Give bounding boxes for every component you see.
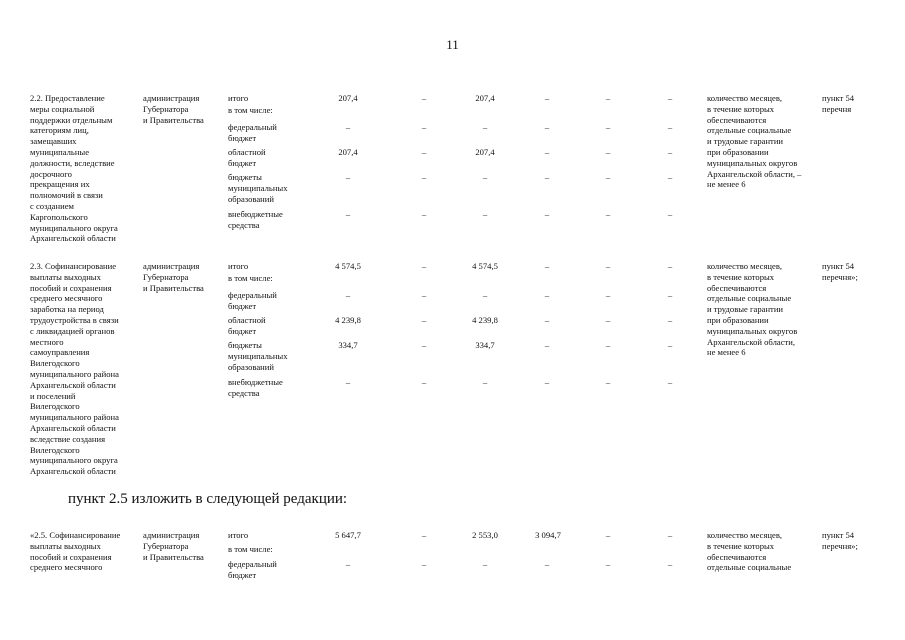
value-cell: – [421, 290, 427, 300]
value-cell: – [667, 377, 673, 387]
value-cell: – [605, 261, 611, 271]
value-cell: – [345, 122, 351, 132]
value-cell: – [667, 147, 673, 157]
row-executor: администрация Губернатора и Правительства [143, 93, 204, 125]
value-cell: – [605, 530, 611, 540]
value-cell: 5 647,7 [335, 530, 361, 540]
value-cell: – [667, 530, 673, 540]
source-label: в том числе: [228, 273, 273, 283]
value-cell: 3 094,7 [535, 530, 561, 540]
instruction-text: пункт 2.5 изложить в следующей редакции: [68, 491, 348, 507]
value-cell: 207,4 [475, 93, 495, 103]
value-cell: – [544, 290, 550, 300]
row-indicator: количество месяцев, в течение которых обеспечиваются отдельные социальные и трудовые гарантии при образовании муниципальных округов Архангельской области, – не менее 6 [707, 93, 802, 190]
value-cell: 4 239,8 [472, 315, 498, 325]
source-label: областной бюджет [228, 315, 266, 336]
value-cell: – [605, 377, 611, 387]
row-reference: пункт 54 перечня»; [822, 530, 858, 551]
value-cell: – [421, 172, 427, 182]
value-cell: 4 574,5 [472, 261, 498, 271]
value-cell: – [667, 290, 673, 300]
value-cell: – [421, 315, 427, 325]
source-label: в том числе: [228, 105, 273, 115]
source-label: бюджеты муниципальных образований [228, 340, 288, 372]
source-label: федеральный бюджет [228, 559, 277, 580]
value-cell: – [605, 559, 611, 569]
value-cell: – [482, 290, 488, 300]
value-cell: – [605, 315, 611, 325]
value-cell: – [421, 530, 427, 540]
value-cell: 334,7 [338, 340, 358, 350]
value-cell: – [421, 147, 427, 157]
value-cell: – [345, 559, 351, 569]
value-cell: – [345, 377, 351, 387]
value-cell: – [421, 209, 427, 219]
row-executor: администрация Губернатора и Правительства [143, 530, 204, 562]
value-cell: – [667, 559, 673, 569]
value-cell: – [421, 261, 427, 271]
value-cell: – [605, 290, 611, 300]
source-label: внебюджетные средства [228, 377, 283, 398]
value-cell: 334,7 [475, 340, 495, 350]
value-cell: – [667, 315, 673, 325]
source-label: внебюджетные средства [228, 209, 283, 230]
value-cell: – [482, 122, 488, 132]
value-cell: – [544, 559, 550, 569]
source-label: федеральный бюджет [228, 122, 277, 143]
source-label: итого [228, 93, 249, 103]
row-reference: пункт 54 перечня»; [822, 261, 858, 282]
source-label: итого [228, 530, 249, 540]
value-cell: – [605, 172, 611, 182]
value-cell: – [544, 93, 550, 103]
value-cell: – [605, 340, 611, 350]
row-title: 2.2. Предоставление меры социальной поддержки отдельным категориям лиц, замещавших муниципальные должности, вследствие досрочного прекращения их полномочий в связи с созданием Каргопольского муниципального округа Архангельской области [30, 93, 118, 244]
value-cell: 207,4 [338, 93, 358, 103]
value-cell: – [544, 209, 550, 219]
value-cell: – [421, 122, 427, 132]
value-cell: 207,4 [475, 147, 495, 157]
page-number: 11 [446, 37, 459, 52]
value-cell: – [667, 93, 673, 103]
source-label: итого [228, 261, 249, 271]
value-cell: – [345, 172, 351, 182]
row-title: 2.3. Софинансирование выплаты выходных пособий и сохранения среднего месячного заработка на период трудоустройства в связи с ликвидацией органов местного самоуправления Вилегодского муниципального района Архангельской области и поселений Вилегодского муниципального района Архангельской области вследствие создания Вилегодского муниципального округа Архангельской области [30, 261, 119, 477]
value-cell: – [544, 315, 550, 325]
value-cell: – [667, 261, 673, 271]
value-cell: – [544, 377, 550, 387]
value-cell: – [421, 340, 427, 350]
value-cell: – [421, 93, 427, 103]
value-cell: – [667, 122, 673, 132]
source-label: областной бюджет [228, 147, 266, 168]
value-cell: – [482, 209, 488, 219]
value-cell: – [421, 377, 427, 387]
row-executor: администрация Губернатора и Правительства [143, 261, 204, 293]
row-indicator: количество месяцев, в течение которых обеспечиваются отдельные социальные [707, 530, 792, 573]
source-label: бюджеты муниципальных образований [228, 172, 288, 204]
value-cell: – [482, 172, 488, 182]
value-cell: 4 574,5 [335, 261, 361, 271]
value-cell: – [482, 559, 488, 569]
value-cell: – [667, 209, 673, 219]
row-indicator: количество месяцев, в течение которых обеспечиваются отдельные социальные и трудовые гарантии при образовании муниципальных округов Архангельской области, не менее 6 [707, 261, 798, 358]
source-label: в том числе: [228, 544, 273, 554]
value-cell: – [667, 340, 673, 350]
value-cell: – [605, 122, 611, 132]
value-cell: – [544, 172, 550, 182]
value-cell: – [482, 377, 488, 387]
value-cell: – [345, 209, 351, 219]
value-cell: – [544, 147, 550, 157]
value-cell: – [605, 147, 611, 157]
row-reference: пункт 54 перечня [822, 93, 855, 114]
value-cell: – [544, 340, 550, 350]
value-cell: 4 239,8 [335, 315, 361, 325]
value-cell: – [544, 122, 550, 132]
value-cell: 207,4 [338, 147, 358, 157]
value-cell: – [605, 209, 611, 219]
value-cell: – [345, 290, 351, 300]
value-cell: 2 553,0 [472, 530, 498, 540]
value-cell: – [421, 559, 427, 569]
value-cell: – [544, 261, 550, 271]
value-cell: – [667, 172, 673, 182]
row-title: «2.5. Софинансирование выплаты выходных пособий и сохранения среднего месячного [30, 530, 121, 573]
value-cell: – [605, 93, 611, 103]
source-label: федеральный бюджет [228, 290, 277, 311]
